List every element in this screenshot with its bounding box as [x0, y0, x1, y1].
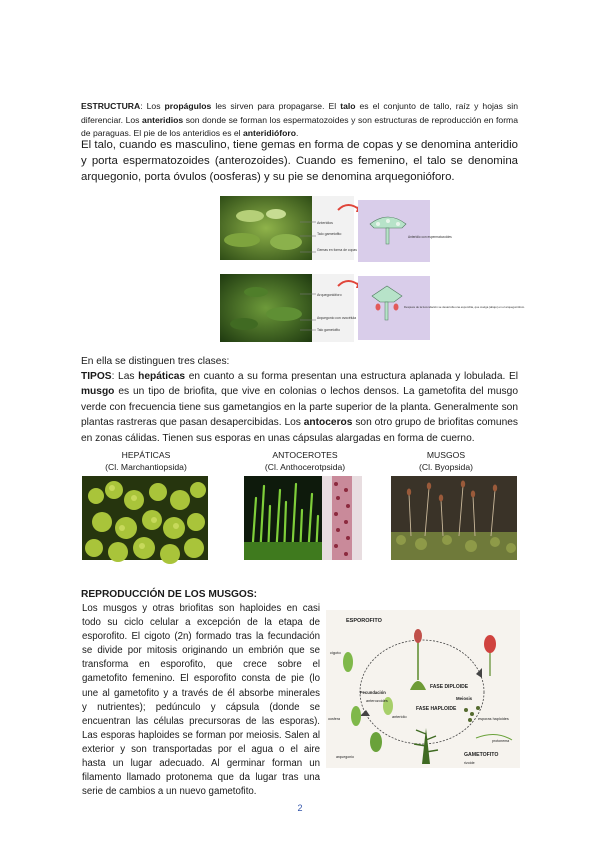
cycle-label: esporas haploides — [478, 717, 509, 721]
text-run: : Las — [111, 371, 139, 382]
text-line: Los musgos y otras briofitas son haploides en casi — [82, 603, 320, 614]
text-line: se divide por mitosis originando un embrión que se — [82, 645, 320, 657]
estructura-label: ESTRUCTURA — [81, 101, 141, 111]
fig-label: Arquegonióforo — [317, 293, 342, 297]
type-name: ANTOCEROTES — [272, 450, 338, 460]
cycle-label: cigoto — [330, 650, 341, 655]
page-number: 2 — [297, 803, 303, 813]
text-line: transforma en esporofito, que crece sobre el — [82, 659, 320, 671]
text-line: serie de cambios a un nuevo gametofito. — [82, 786, 257, 798]
type-class: (Cl. Anthocerotpsida) — [264, 462, 346, 472]
text-line: todo su ciclo celular a excepción de la etapa de — [82, 617, 320, 629]
type-name: MUSGOS — [426, 450, 466, 460]
type-caption-hepaticas — [80, 449, 212, 473]
cycle-label: protonema — [492, 739, 510, 743]
talo-paragraph: El talo, cuando es masculino, tiene gemas en forma de copas y se denomina anteridio y porta espermatozoides (anterozoides). Cuando es femenino, el talo se denomina arquegonio, porta óvulos (oosferas) y su pie se denomina arquegonióforo. — [81, 139, 518, 183]
female-thallus-photo — [220, 274, 312, 342]
type-class: (Cl. Marchantiopsida) — [105, 462, 187, 472]
text-run: les sirven para propagarse. El — [211, 101, 341, 111]
text-line: Las esporas haploides se forman por meiosis. Salen al — [82, 729, 320, 741]
tipos-paragraph — [81, 369, 518, 446]
cycle-label: arquegonio — [336, 755, 354, 759]
fig-label: Anteridios — [317, 221, 333, 225]
cycle-label: FASE HAPLOIDE — [416, 706, 457, 712]
type-name: HEPÁTICAS — [121, 450, 171, 460]
text-run: . — [295, 128, 299, 139]
term-antoceros: antoceros — [303, 417, 353, 429]
fig-label: Arquegonio con ovocélula — [317, 316, 357, 320]
text-line: exterior y son transportadas por el agua o el aire — [82, 743, 320, 755]
cycle-label: GAMETOFITO — [464, 752, 499, 758]
clases-intro: En ella se distinguen tres clases: — [81, 356, 230, 367]
term-anteridios: anteridios — [142, 114, 184, 125]
male-thallus-photo — [220, 196, 312, 260]
cycle-label: oosfera — [328, 717, 340, 721]
estructura-paragraph — [81, 100, 518, 141]
fig-label: Talo gametofito — [317, 328, 340, 332]
cycle-label: FASE DIPLOIDE — [430, 684, 469, 690]
cycle-label: rizoide — [464, 761, 475, 765]
marchantia-figure — [220, 196, 525, 342]
text-line: hasta un lugar adecuado. Al germinar forman un — [82, 758, 320, 770]
text-line: gametofito femenino. El esporofito consta de pie (lo — [82, 673, 320, 685]
antoceros-section-photo — [322, 476, 362, 560]
cycle-label: anterozoides — [366, 699, 388, 703]
text-run: en cuanto a su forma presentan una estructura aplanada y lobulada. El — [185, 371, 518, 382]
cycle-label: Fecundación — [360, 690, 386, 695]
text-line: encuentran las células precursoras de las esporas). — [82, 715, 320, 727]
term-hepaticas: hepáticas — [138, 371, 186, 382]
term-musgo: musgo — [81, 386, 115, 398]
text-run: es el conjunto de tallo, raíz y hojas sin diferenciar. Los — [81, 101, 518, 125]
antheridiophore-diagram — [358, 200, 430, 262]
term-talo: talo — [340, 101, 356, 111]
fig-label: Después de la fecundación se desarrolla una esporofita, que cuelga (abajo) en el arquegonióforo. — [404, 305, 525, 309]
musgos-photo — [391, 476, 517, 560]
fig-label: Anteridio con espermatozoides — [408, 235, 452, 239]
tipos-label: TIPOS — [81, 371, 112, 382]
type-class: (Cl. Byopsida) — [419, 462, 473, 472]
text-line: filamento llamado protonema que da lugar tras una — [82, 772, 320, 784]
text-line: y nutrientes); pedúnculo y cápsula (donde se — [82, 701, 320, 713]
reproduccion-heading: REPRODUCCIÓN DE LOS MUSGOS: — [81, 589, 258, 600]
type-caption-musgos — [386, 449, 506, 473]
hepaticas-photo — [82, 476, 208, 560]
type-caption-antocerotes — [242, 449, 368, 473]
moss-life-cycle-diagram — [326, 610, 520, 768]
text-run: : Los — [140, 101, 165, 111]
text-line: une al gametofito y a través de él absorbe minerales — [82, 687, 320, 699]
text-line: esporofito. El cigoto (2n) formado tras la fecundación — [82, 631, 320, 643]
reproduccion-text — [82, 602, 320, 799]
text-run: son donde se forman los espermatozoides y son estructuras de reproducción en forma de paraguas. El pie de los anteridios es el — [81, 114, 518, 139]
antocerotes-photo — [244, 476, 322, 560]
cycle-label: anteridio — [392, 715, 407, 719]
fig-label: Talo gametofito — [317, 232, 342, 236]
text-run: son otro grupo de briofitas comunes en zonas cálidas. Tienen sus esporas en unas cápsulas alargadas en forma de cuerno. — [81, 417, 518, 444]
term-anteridioforo: anteridióforo — [242, 128, 296, 139]
text-run: es un tipo de briofita, que vive en colonias o lechos densos. La gametofita del musgo verde con frecuencia tiene sus gametangios en la parte superior de la planta. Generalmente son plantas rastreras que pasan desapercibidas. Los — [81, 386, 518, 429]
cycle-label: Meiosis — [456, 696, 473, 701]
term-propagulos: propágulos — [164, 101, 212, 111]
fig-label: Gemas en forma de copas — [317, 248, 357, 252]
cycle-label: ESPOROFITO — [346, 618, 382, 624]
